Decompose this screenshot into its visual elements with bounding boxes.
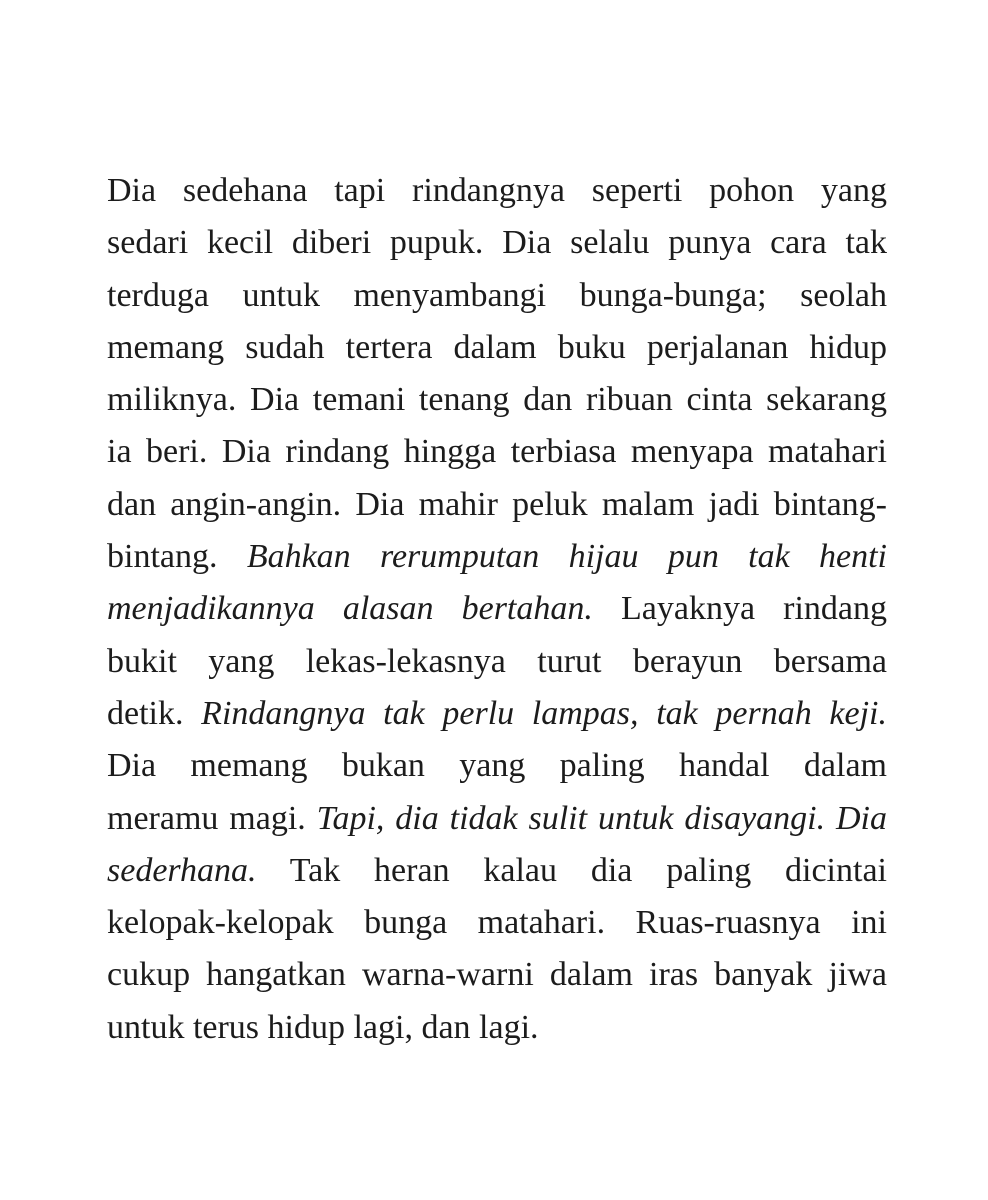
text-line	[107, 688, 887, 740]
text-segment: bintang.	[107, 538, 247, 576]
text-segment: kelopak-kelopak bunga matahari. Ruas-ruasnya ini	[107, 904, 887, 942]
text-segment: detik.	[107, 694, 202, 732]
text-line	[107, 479, 887, 531]
text-line	[107, 636, 887, 688]
text-segment: terduga untuk menyambangi bunga-bunga; seolah	[107, 276, 887, 314]
text-line	[107, 322, 887, 374]
italic-text-segment: Bahkan rerumputan hijau pun tak henti	[246, 538, 887, 576]
text-segment: untuk terus hidup lagi, dan lagi.	[107, 1008, 539, 1046]
text-line	[107, 270, 887, 322]
text-line	[107, 426, 887, 478]
text-segment: ia beri. Dia rindang hingga terbiasa menyapa matahari	[107, 433, 887, 471]
text-segment: bukit yang lekas-lekasnya turut berayun bersama	[107, 642, 887, 680]
italic-text-segment: Rindangnya tak perlu lampas, tak pernah keji.	[201, 694, 888, 732]
text-segment: Layaknya rindang	[592, 590, 888, 628]
text-segment: Dia sedehana tapi rindangnya seperti pohon yang	[107, 172, 887, 209]
text-line	[107, 531, 887, 583]
italic-text-segment: sederhana.	[107, 851, 257, 889]
text-line	[107, 897, 887, 949]
text-segment: meramu magi.	[107, 799, 317, 837]
poem-paragraph	[107, 165, 887, 1054]
text-segment: miliknya. Dia temani tenang dan ribuan cinta sekarang	[107, 381, 887, 419]
text-line	[107, 793, 887, 845]
text-line	[107, 949, 887, 1001]
text-line	[107, 845, 887, 897]
text-segment: Tak heran kalau dia paling dicintai	[256, 851, 887, 889]
italic-text-segment: menjadikannya alasan bertahan.	[107, 590, 593, 628]
text-line	[107, 165, 887, 217]
text-line	[107, 217, 887, 269]
text-line	[107, 1002, 887, 1054]
text-line	[107, 740, 887, 792]
text-segment: sedari kecil diberi pupuk. Dia selalu punya cara tak	[107, 224, 887, 262]
text-line	[107, 583, 887, 635]
text-segment: cukup hangatkan warna-warni dalam iras banyak jiwa	[107, 956, 887, 994]
text-segment: Dia memang bukan yang paling handal dalam	[107, 747, 887, 785]
text-line	[107, 374, 887, 426]
text-segment: memang sudah tertera dalam buku perjalanan hidup	[107, 328, 887, 366]
text-segment: dan angin-angin. Dia mahir peluk malam jadi bintang-	[107, 485, 887, 523]
italic-text-segment: Tapi, dia tidak sulit untuk disayangi. Dia	[316, 799, 887, 837]
